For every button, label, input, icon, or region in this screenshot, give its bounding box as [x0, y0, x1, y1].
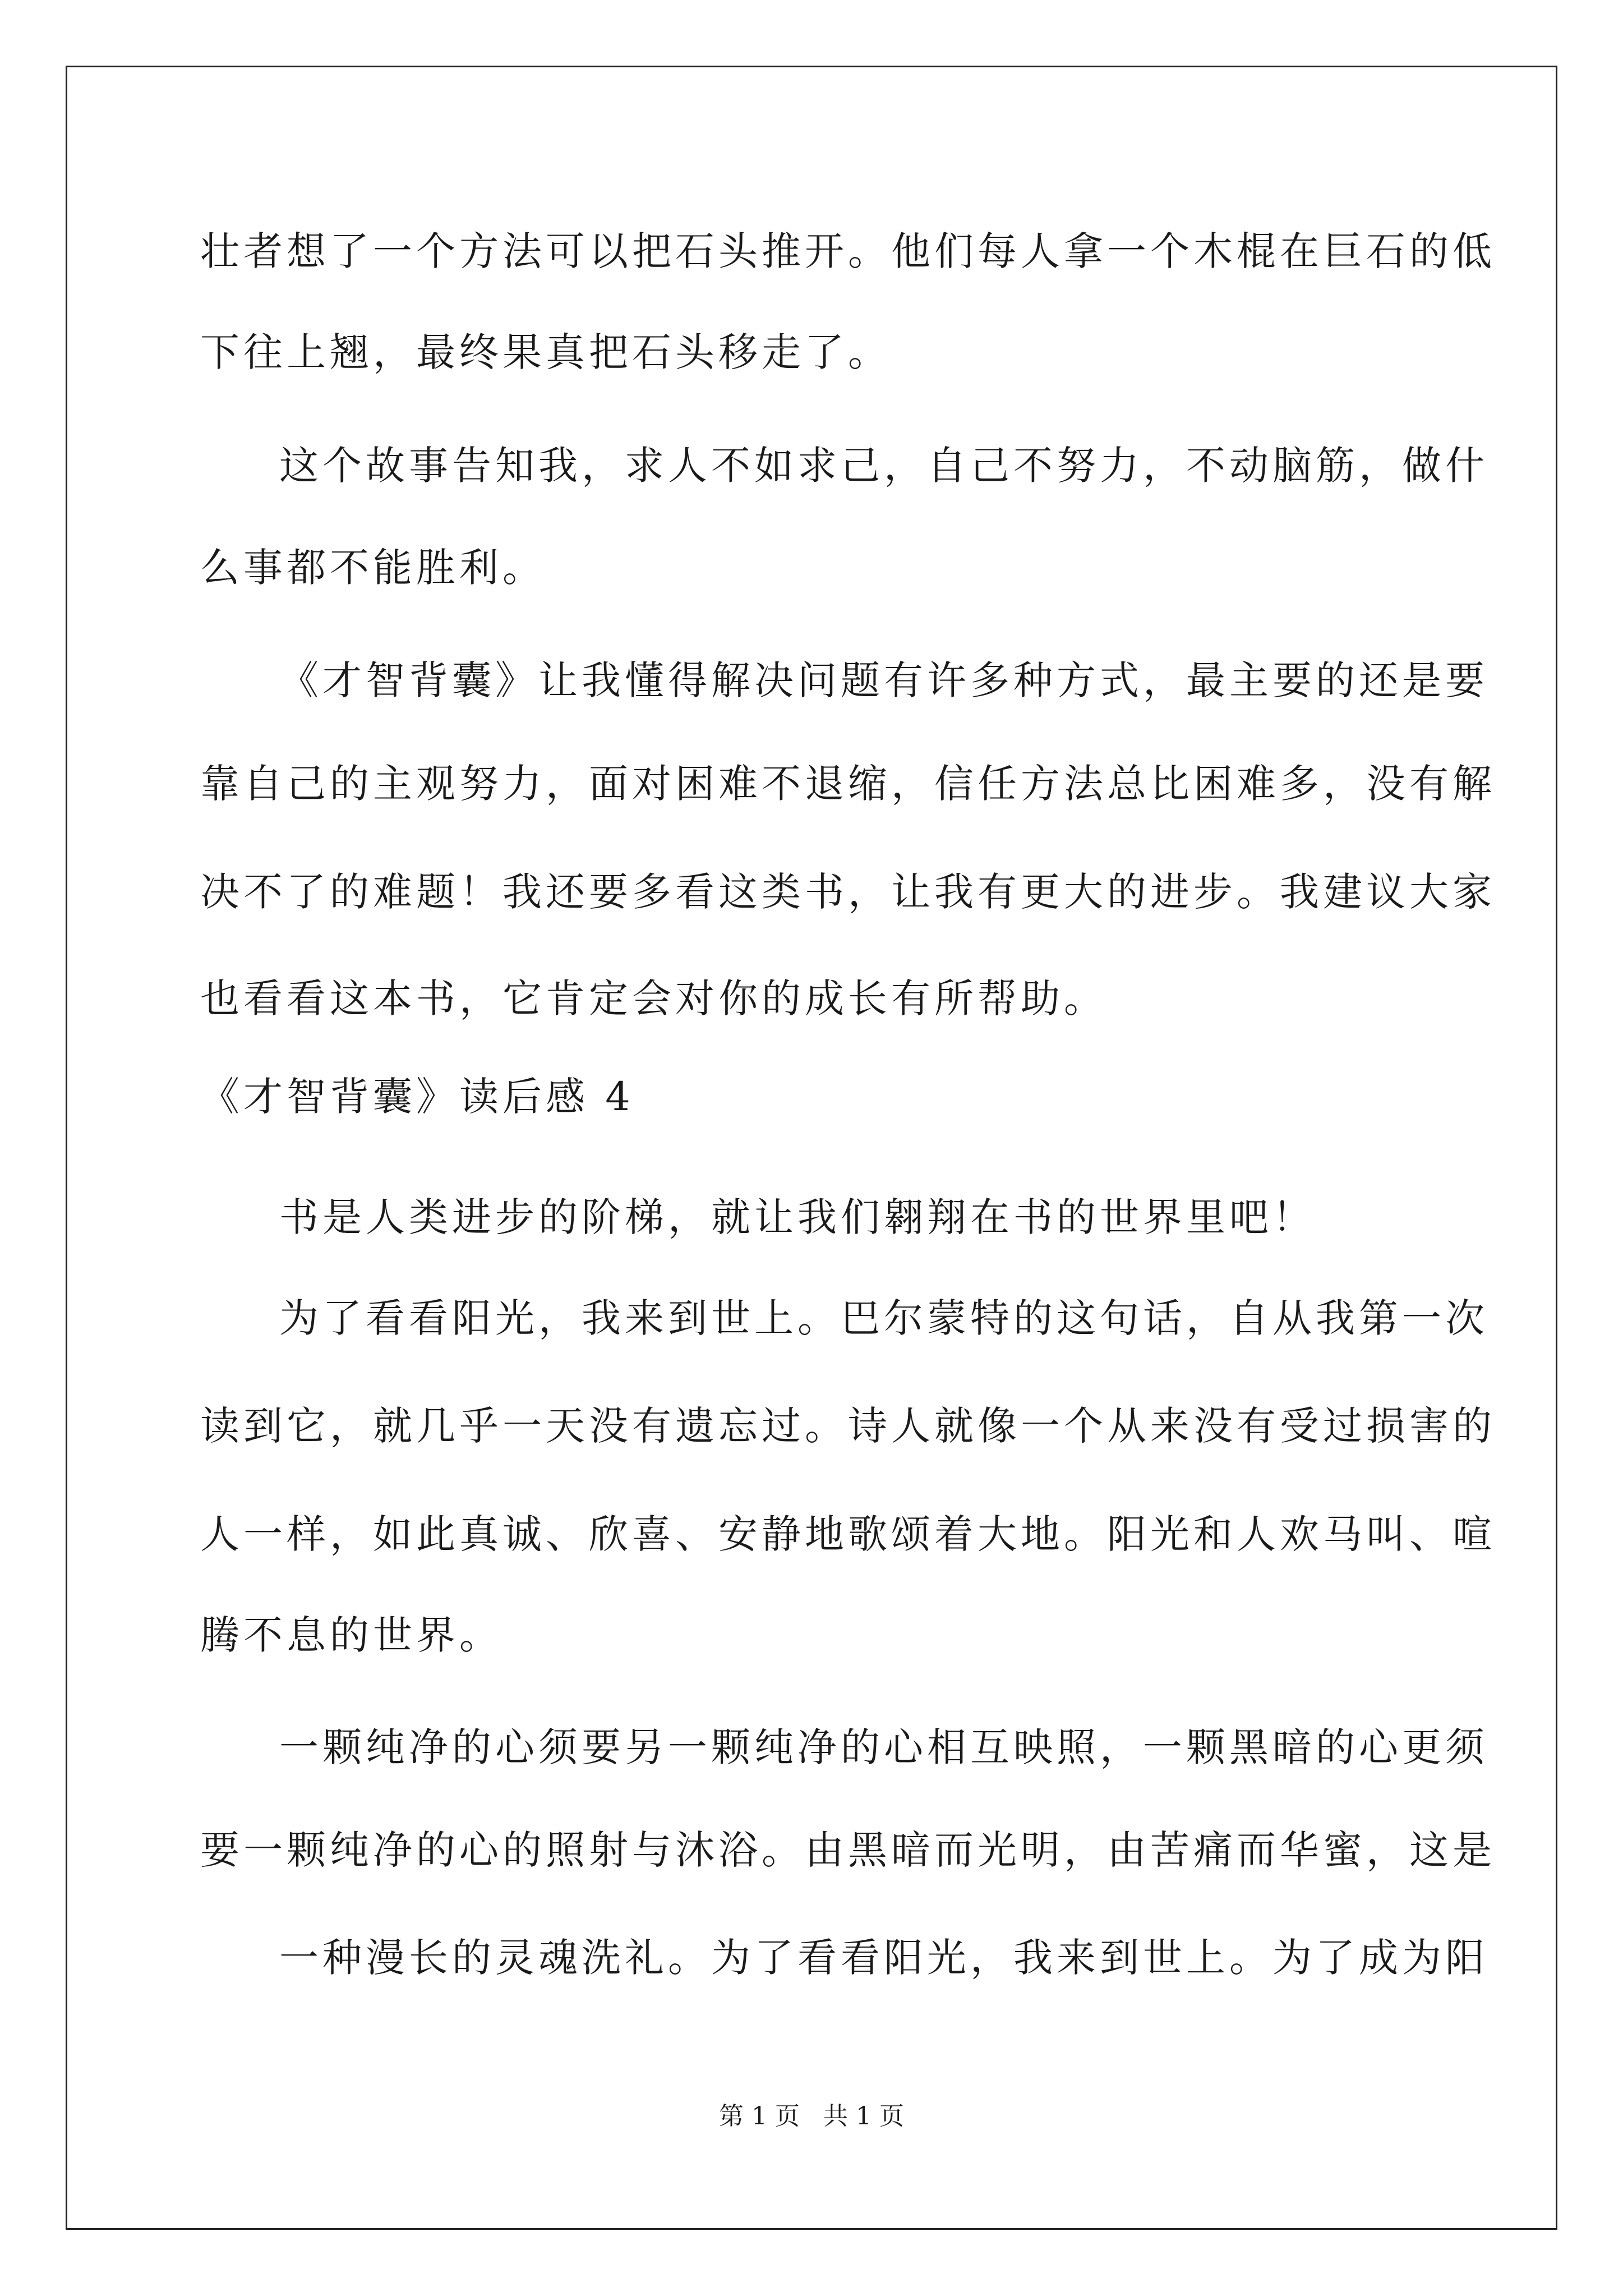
text-line: 书是人类进步的阶梯，就让我们翱翔在书的世界里吧！	[279, 1194, 1316, 1240]
section-heading: 《才智背囊》读后感 4	[200, 1074, 634, 1120]
text-line: 决不了的难题！我还要多看这类书，让我有更大的进步。我建议大家	[200, 869, 1496, 915]
text-line: 为了看看阳光，我来到世上。巴尔蒙特的这句话，自从我第一次	[279, 1295, 1488, 1341]
page-border	[66, 66, 1557, 2230]
text-line: 下往上翘，最终果真把石头移走了。	[200, 329, 891, 375]
text-line: 靠自己的主观努力，面对困难不退缩，信任方法总比困难多，没有解	[200, 761, 1496, 807]
text-line: 么事都不能胜利。	[200, 545, 546, 591]
text-line: 壮者想了一个方法可以把石头推开。他们每人拿一个木棍在巨石的低	[200, 228, 1496, 274]
text-line: 腾不息的世界。	[200, 1612, 502, 1658]
text-line: 也看看这本书，它肯定会对你的成长有所帮助。	[200, 976, 1107, 1022]
page-footer: 第 1 页 共 1 页	[719, 2102, 904, 2131]
text-line: 一种漫长的灵魂洗礼。为了看看阳光，我来到世上。为了成为阳	[279, 1935, 1488, 1981]
text-line: 要一颗纯净的心的照射与沐浴。由黑暗而光明，由苦痛而华蜜，这是	[200, 1827, 1496, 1873]
text-line: 这个故事告知我，求人不如求己，自己不努力，不动脑筋，做什	[279, 443, 1488, 489]
text-line: 人一样，如此真诚、欣喜、安静地歌颂着大地。阳光和人欢马叫、喧	[200, 1511, 1496, 1557]
text-line: 一颗纯净的心须要另一颗纯净的心相互映照，一颗黑暗的心更须	[279, 1724, 1488, 1770]
text-line: 《才智背囊》让我懂得解决问题有许多种方式，最主要的还是要	[279, 657, 1488, 703]
text-line: 读到它，就几乎一天没有遗忘过。诗人就像一个从来没有受过损害的	[200, 1403, 1496, 1449]
